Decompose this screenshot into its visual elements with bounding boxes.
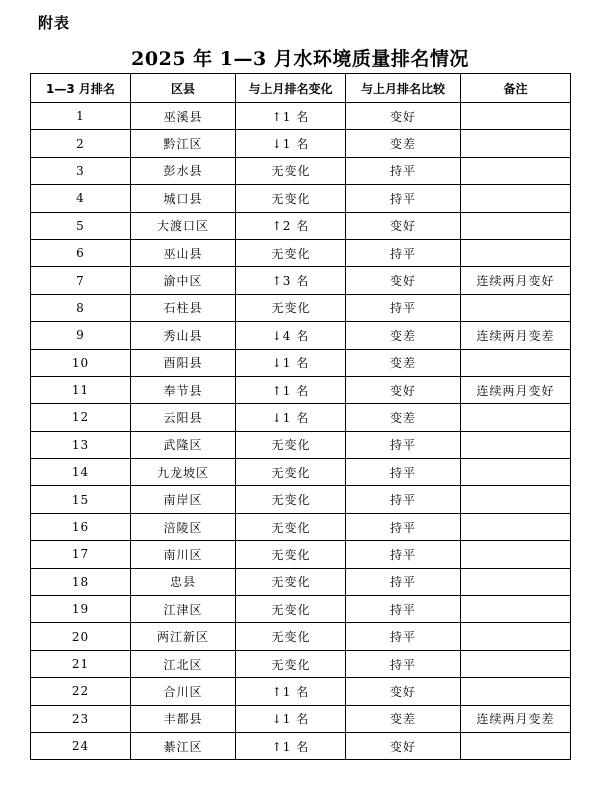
table-row xyxy=(31,130,571,157)
table-row xyxy=(31,185,571,212)
change-text: 3 名 xyxy=(282,274,310,289)
change-text: 无变化 xyxy=(271,520,311,535)
table-row xyxy=(31,239,571,266)
rank-cell: 10 xyxy=(31,349,131,376)
comparison-cell: 持平 xyxy=(346,157,461,184)
district-cell: 武隆区 xyxy=(131,431,236,458)
change-text: 无变化 xyxy=(271,493,311,508)
note-cell xyxy=(461,185,571,212)
district-cell: 城口县 xyxy=(131,185,236,212)
ranking-table xyxy=(30,73,571,760)
rank-cell: 23 xyxy=(31,705,131,732)
district-cell: 秀山县 xyxy=(131,322,236,349)
table-row xyxy=(31,157,571,184)
district-cell: 南岸区 xyxy=(131,486,236,513)
change-text: 1 名 xyxy=(282,137,310,152)
trend-arrow-icon: ↑ xyxy=(271,109,282,124)
rank-cell: 12 xyxy=(31,404,131,431)
table-row xyxy=(31,541,571,568)
district-cell: 忠县 xyxy=(131,568,236,595)
comparison-cell: 变好 xyxy=(346,678,461,705)
rank-cell: 5 xyxy=(31,212,131,239)
note-cell xyxy=(461,541,571,568)
district-cell: 石柱县 xyxy=(131,294,236,321)
rank-cell: 18 xyxy=(31,568,131,595)
district-cell: 酉阳县 xyxy=(131,349,236,376)
note-cell xyxy=(461,486,571,513)
table-row xyxy=(31,404,571,431)
change-text: 1 名 xyxy=(282,356,310,371)
change-text: 无变化 xyxy=(271,164,311,179)
comparison-cell: 变好 xyxy=(346,103,461,130)
table-row xyxy=(31,678,571,705)
appendix-label: 附表 xyxy=(38,14,71,32)
district-cell: 綦江区 xyxy=(131,732,236,759)
change-text: 1 名 xyxy=(282,109,310,124)
change-text: 无变化 xyxy=(271,465,311,480)
trend-arrow-icon: ↓ xyxy=(271,137,282,152)
rank-cell: 17 xyxy=(31,541,131,568)
rank-cell: 24 xyxy=(31,732,131,759)
table-row xyxy=(31,705,571,732)
note-cell xyxy=(461,513,571,540)
rank-cell: 11 xyxy=(31,376,131,403)
district-cell: 南川区 xyxy=(131,541,236,568)
comparison-cell: 变好 xyxy=(346,376,461,403)
note-cell xyxy=(461,130,571,157)
table-row xyxy=(31,294,571,321)
change-cell xyxy=(236,212,346,239)
change-text: 无变化 xyxy=(271,657,311,672)
note-cell xyxy=(461,103,571,130)
district-cell: 涪陵区 xyxy=(131,513,236,540)
change-cell xyxy=(236,513,346,540)
header-rank: 1—3 月排名 xyxy=(31,74,131,103)
table-row xyxy=(31,486,571,513)
change-cell xyxy=(236,103,346,130)
comparison-cell: 变好 xyxy=(346,267,461,294)
table-row xyxy=(31,623,571,650)
change-text: 4 名 xyxy=(282,328,310,343)
trend-arrow-icon: ↓ xyxy=(271,356,282,371)
district-cell: 奉节县 xyxy=(131,376,236,403)
district-cell: 江津区 xyxy=(131,596,236,623)
change-cell xyxy=(236,185,346,212)
rank-cell: 21 xyxy=(31,650,131,677)
page-title: 2025 年 1—3 月水环境质量排名情况 xyxy=(131,48,469,70)
change-cell xyxy=(236,678,346,705)
header-district: 区县 xyxy=(131,74,236,103)
rank-cell: 16 xyxy=(31,513,131,540)
change-cell xyxy=(236,376,346,403)
change-text: 1 名 xyxy=(282,712,310,727)
rank-cell: 3 xyxy=(31,157,131,184)
change-text: 无变化 xyxy=(271,191,311,206)
table-row xyxy=(31,732,571,759)
district-cell: 合川区 xyxy=(131,678,236,705)
comparison-cell: 持平 xyxy=(346,623,461,650)
change-cell xyxy=(236,349,346,376)
note-cell xyxy=(461,404,571,431)
change-cell xyxy=(236,459,346,486)
comparison-cell: 变好 xyxy=(346,732,461,759)
rank-cell: 19 xyxy=(31,596,131,623)
rank-cell: 7 xyxy=(31,267,131,294)
district-cell: 九龙坡区 xyxy=(131,459,236,486)
table-row xyxy=(31,596,571,623)
district-cell: 巫山县 xyxy=(131,239,236,266)
change-cell xyxy=(236,568,346,595)
change-text: 2 名 xyxy=(282,219,310,234)
note-cell xyxy=(461,212,571,239)
note-cell xyxy=(461,431,571,458)
table-row xyxy=(31,349,571,376)
note-cell xyxy=(461,239,571,266)
trend-arrow-icon: ↑ xyxy=(271,383,282,398)
change-cell xyxy=(236,596,346,623)
note-cell: 连续两月变差 xyxy=(461,322,571,349)
note-cell xyxy=(461,678,571,705)
change-cell xyxy=(236,431,346,458)
header-comparison: 与上月排名比较 xyxy=(346,74,461,103)
comparison-cell: 持平 xyxy=(346,596,461,623)
header-note: 备注 xyxy=(461,74,571,103)
comparison-cell: 变差 xyxy=(346,322,461,349)
comparison-cell: 持平 xyxy=(346,185,461,212)
rank-cell: 6 xyxy=(31,239,131,266)
note-cell: 连续两月变好 xyxy=(461,267,571,294)
note-cell xyxy=(461,596,571,623)
change-cell xyxy=(236,322,346,349)
trend-arrow-icon: ↑ xyxy=(271,274,282,289)
change-text: 无变化 xyxy=(271,602,311,617)
table-row xyxy=(31,212,571,239)
change-text: 1 名 xyxy=(282,410,310,425)
district-cell: 大渡口区 xyxy=(131,212,236,239)
rank-cell: 20 xyxy=(31,623,131,650)
table-row xyxy=(31,376,571,403)
table-row xyxy=(31,650,571,677)
change-cell xyxy=(236,541,346,568)
comparison-cell: 持平 xyxy=(346,431,461,458)
district-cell: 丰都县 xyxy=(131,705,236,732)
comparison-cell: 持平 xyxy=(346,513,461,540)
change-cell xyxy=(236,239,346,266)
comparison-cell: 变差 xyxy=(346,404,461,431)
table-row xyxy=(31,267,571,294)
comparison-cell: 持平 xyxy=(346,486,461,513)
table-row xyxy=(31,431,571,458)
change-text: 无变化 xyxy=(271,547,311,562)
comparison-cell: 持平 xyxy=(346,568,461,595)
trend-arrow-icon: ↑ xyxy=(271,684,282,699)
change-cell xyxy=(236,294,346,321)
trend-arrow-icon: ↓ xyxy=(271,712,282,727)
district-cell: 江北区 xyxy=(131,650,236,677)
change-cell xyxy=(236,157,346,184)
rank-cell: 2 xyxy=(31,130,131,157)
trend-arrow-icon: ↑ xyxy=(271,219,282,234)
change-cell xyxy=(236,130,346,157)
rank-cell: 15 xyxy=(31,486,131,513)
trend-arrow-icon: ↑ xyxy=(271,739,282,754)
rank-cell: 14 xyxy=(31,459,131,486)
comparison-cell: 持平 xyxy=(346,239,461,266)
change-text: 无变化 xyxy=(271,630,311,645)
change-cell xyxy=(236,267,346,294)
table-row xyxy=(31,568,571,595)
change-text: 1 名 xyxy=(282,684,310,699)
note-cell xyxy=(461,349,571,376)
rank-cell: 1 xyxy=(31,103,131,130)
note-cell: 连续两月变差 xyxy=(461,705,571,732)
change-text: 1 名 xyxy=(282,739,310,754)
change-cell xyxy=(236,705,346,732)
table-header-row xyxy=(31,74,571,103)
trend-arrow-icon: ↓ xyxy=(271,410,282,425)
change-text: 无变化 xyxy=(271,438,311,453)
change-text: 无变化 xyxy=(271,246,311,261)
note-cell xyxy=(461,459,571,486)
note-cell xyxy=(461,650,571,677)
note-cell xyxy=(461,157,571,184)
trend-arrow-icon: ↓ xyxy=(271,328,282,343)
district-cell: 两江新区 xyxy=(131,623,236,650)
district-cell: 彭水县 xyxy=(131,157,236,184)
district-cell: 黔江区 xyxy=(131,130,236,157)
note-cell xyxy=(461,623,571,650)
district-cell: 巫溪县 xyxy=(131,103,236,130)
rank-cell: 13 xyxy=(31,431,131,458)
note-cell xyxy=(461,568,571,595)
change-cell xyxy=(236,486,346,513)
comparison-cell: 变好 xyxy=(346,212,461,239)
comparison-cell: 变差 xyxy=(346,130,461,157)
header-change: 与上月排名变化 xyxy=(236,74,346,103)
district-cell: 云阳县 xyxy=(131,404,236,431)
comparison-cell: 持平 xyxy=(346,294,461,321)
change-cell xyxy=(236,623,346,650)
change-text: 无变化 xyxy=(271,575,311,590)
change-text: 1 名 xyxy=(282,383,310,398)
district-cell: 渝中区 xyxy=(131,267,236,294)
rank-cell: 22 xyxy=(31,678,131,705)
comparison-cell: 持平 xyxy=(346,650,461,677)
change-cell xyxy=(236,650,346,677)
rank-cell: 4 xyxy=(31,185,131,212)
comparison-cell: 变差 xyxy=(346,705,461,732)
change-cell xyxy=(236,732,346,759)
change-text: 无变化 xyxy=(271,301,311,316)
table-row xyxy=(31,322,571,349)
table-row xyxy=(31,513,571,540)
rank-cell: 9 xyxy=(31,322,131,349)
note-cell xyxy=(461,732,571,759)
comparison-cell: 变差 xyxy=(346,349,461,376)
table-row xyxy=(31,459,571,486)
comparison-cell: 持平 xyxy=(346,541,461,568)
table-row xyxy=(31,103,571,130)
rank-cell: 8 xyxy=(31,294,131,321)
change-cell xyxy=(236,404,346,431)
note-cell xyxy=(461,294,571,321)
note-cell: 连续两月变好 xyxy=(461,376,571,403)
comparison-cell: 持平 xyxy=(346,459,461,486)
